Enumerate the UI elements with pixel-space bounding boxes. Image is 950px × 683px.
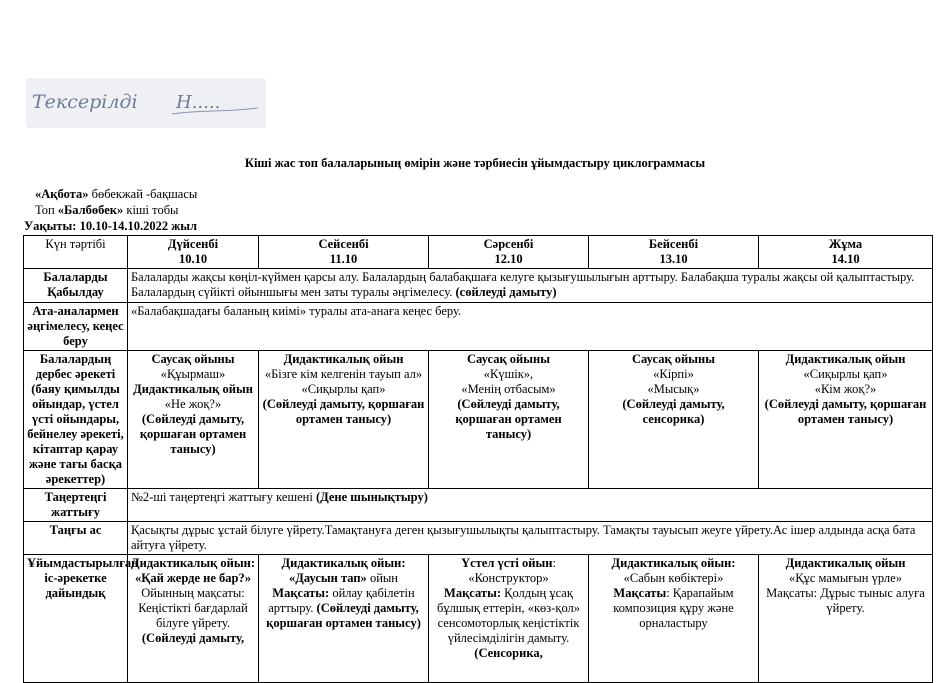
heading-text: Үстел үсті ойын — [461, 556, 553, 570]
cell-tag: (Сенсорика, — [474, 646, 543, 660]
cell-tag: (Сөйлеуді дамыту, қоршаған ортамен танысу) — [139, 412, 247, 456]
cell-text: «Мысық» — [647, 382, 700, 396]
cell-goal — [592, 586, 755, 631]
cell-text: «Конструктор» — [468, 571, 549, 585]
independent-wed — [429, 351, 589, 489]
activity-wed — [429, 555, 589, 683]
day-date: 14.10 — [831, 252, 860, 266]
header-day-tue — [259, 236, 429, 269]
document-title: Кіші жас топ балаларының өмірін және тәрбиесін ұйымдастыру циклограммасы — [244, 156, 706, 170]
day-name: Сейсенбі — [318, 237, 369, 251]
day-date: 10.10 — [178, 252, 208, 266]
activity-label: Ұйымдастырылған іс-әрекетке дайындық — [24, 555, 128, 683]
reception-text — [128, 269, 933, 303]
row-activity — [24, 555, 933, 683]
exercise-tag: (Дене шынықтыру) — [315, 490, 428, 504]
day-name: Сәрсенбі — [483, 237, 534, 251]
parents-label: Ата-аналармен әңгімелесу, кеңес беру — [24, 303, 128, 351]
cell-heading: Дидактикалық ойын: — [281, 556, 406, 570]
cell-heading: Дидактикалық ойын — [785, 352, 906, 366]
stamp-text: Тексерілді — [32, 91, 138, 113]
activity-thu — [589, 555, 759, 683]
goal-text: : Қарапайым композиция құру және орналастыру — [613, 586, 734, 630]
cell-text: «Менің отбасым» — [461, 382, 556, 396]
goal-text: ойлау қабілетін арттыру. — [268, 586, 415, 615]
day-date: 13.10 — [659, 252, 688, 266]
exercise-body: №2-ші таңертеңгі жаттығу кешені — [131, 490, 316, 504]
goal-label: Мақсаты: — [272, 586, 330, 600]
cell-text: «Бізге кім келгенін тауып ал» «Сиқырлы қап» — [264, 367, 423, 396]
cell-tag: (Сөйлеуді дамыту, сенсорика) — [622, 397, 725, 426]
kindergarten-line — [35, 187, 197, 202]
game-name: «Даусын тап» — [289, 571, 367, 585]
cell-heading: Саусақ ойыны — [467, 352, 550, 366]
header-day-thu — [589, 236, 759, 269]
row-reception — [24, 269, 933, 303]
day-name: Жұма — [828, 237, 863, 251]
exercise-label: Таңертеңгі жаттығу — [24, 489, 128, 522]
day-date: 12.10 — [494, 252, 523, 266]
cell-tag: (Сөйлеуді дамыту, — [141, 631, 245, 645]
activity-tue — [259, 555, 429, 683]
cell-text: «Кірпі» — [653, 367, 694, 381]
goal-label: Мақсаты — [613, 586, 667, 600]
cell-text: «Не жоқ?» — [164, 397, 222, 411]
cell-heading: Саусақ ойыны — [151, 352, 235, 366]
cell-tag: (Сөйлеуді дамыту, қоршаған ортамен танысу) — [455, 397, 562, 441]
day-name: Дүйсенбі — [167, 237, 219, 251]
row-exercise — [24, 489, 933, 522]
cell-goal — [432, 586, 585, 661]
breakfast-text: Қасықты дұрыс ұстай білуге үйрету.Тамақтануға деген қызығушылықты қалыптастыру. Тамақты тауысып жеуге үйрету.Ас ішер алдында асқа бата айтуға үйрету. — [128, 522, 933, 555]
goal-label: Мақсаты: — [444, 586, 501, 600]
exercise-text — [128, 489, 933, 522]
kindergarten-suffix: бөбекжай -бақшасы — [88, 187, 198, 201]
reception-body: Балаларды жақсы көңіл-күймен қарсы алу. Балалардың балабақшаға келуге қызығушылығын арттыру. Балабақша туралы жақсы ой қалыптастыру. Балалардың сүйікті ойыншығы мен заты туралы әңгімелесу. — [131, 270, 915, 299]
cell-text: Мақсаты: Дұрыс тыныс алуға үйрету. — [766, 586, 925, 615]
row-independent — [24, 351, 933, 489]
cell-goal — [262, 586, 425, 631]
header-row — [24, 236, 933, 269]
cell-text — [262, 571, 425, 586]
day-name: Бейсенбі — [648, 237, 699, 251]
header-routine: Күн тәртібі — [24, 236, 128, 269]
parents-text: «Балабақшадағы баланың киімі» туралы ата-анаға кеңес беру. — [128, 303, 933, 351]
independent-thu — [589, 351, 759, 489]
row-breakfast — [24, 522, 933, 555]
stamp-signature: Н..... — [176, 92, 221, 113]
cell-text: «Құс мамығын үрле» — [789, 571, 902, 585]
cell-heading: Дидактикалық ойын — [785, 556, 906, 570]
group-name: «Балбөбек» — [57, 203, 124, 217]
cell-text: «Сиқырлы қап» — [803, 367, 888, 381]
group-prefix: Топ — [35, 203, 58, 217]
signature-stamp-icon — [26, 78, 266, 128]
cell-text: Ойынның мақсаты: Кеңістікті бағдарлай білуге үйрету. — [138, 586, 248, 630]
period: Уақыты: 10.10-14.10.2022 жыл — [24, 219, 198, 233]
reception-tag: (сөйлеуді дамыту) — [455, 285, 557, 299]
reception-label: Балаларды Қабылдау — [24, 269, 128, 303]
breakfast-label: Таңғы ас — [24, 522, 128, 555]
cell-heading: Дидактикалық ойын — [133, 382, 253, 396]
row-parents — [24, 303, 933, 351]
header-day-mon — [128, 236, 259, 269]
cell-heading: Дидактикалық ойын — [283, 352, 404, 366]
game-suffix: ойын — [366, 571, 398, 585]
cell-text: «Күшік», — [483, 367, 534, 381]
goal-text: Қолдың ұсақ бұлшық еттерін, «көз-қол» сенсомоторлық кеңістіктік үйлесімділігін дамыту. — [436, 586, 581, 645]
schedule-table — [23, 235, 933, 683]
cell-tag: (Сөйлеуді дамыту, қоршаған ортамен танысу) — [266, 601, 421, 630]
cell-heading: Дидактикалық ойын: «Қай жерде не бар?» — [131, 556, 255, 585]
group-suffix: кіші тобы — [123, 203, 179, 217]
group-line — [35, 203, 178, 218]
independent-fri — [759, 351, 933, 489]
cell-tag: (Сөйлеуді дамыту, қоршаған ортамен танысу) — [764, 397, 927, 426]
cell-heading: Дидактикалық ойын: — [611, 556, 736, 570]
day-date: 11.10 — [329, 252, 358, 266]
independent-mon — [128, 351, 259, 489]
independent-label: Балалардың дербес әрекеті (баяу қимылды ойындар, үстел үсті ойындары, бейнелеу әрекеті, кітаптар қарау және тағы басқа әрекеттер) — [24, 351, 128, 489]
cell-heading — [432, 556, 585, 571]
cell-text: «Сабын көбіктері» — [623, 571, 724, 585]
signature-stamp — [26, 78, 266, 128]
heading-colon: : — [552, 556, 556, 570]
cell-heading: Саусақ ойыны — [632, 352, 715, 366]
kindergarten-name: «Ақбота» — [35, 187, 89, 201]
independent-tue — [259, 351, 429, 489]
header-day-fri — [759, 236, 933, 269]
activity-mon — [128, 555, 259, 683]
cell-text: «Кім жоқ?» — [814, 382, 877, 396]
header-day-wed — [429, 236, 589, 269]
cell-tag: (Сөйлеуді дамыту, қоршаған ортамен танысу) — [262, 397, 425, 426]
activity-fri — [759, 555, 933, 683]
cell-text: «Құырмаш» — [160, 367, 226, 381]
